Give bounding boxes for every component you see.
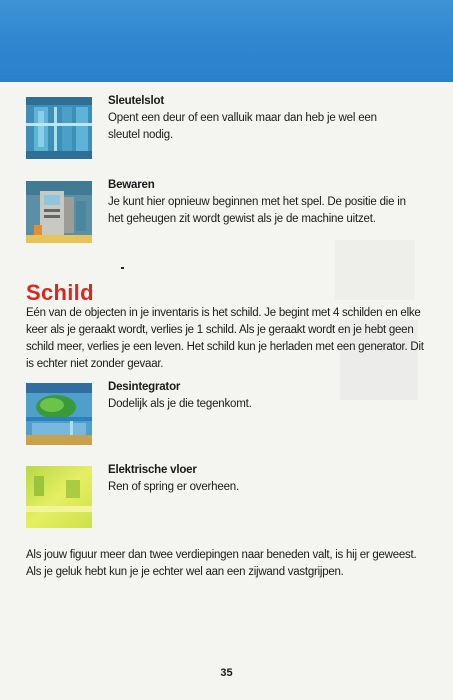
- electric-floor-screenshot-icon: [26, 466, 92, 528]
- item-description: Dodelijk als je die tegenkomt.: [108, 398, 252, 410]
- section-outro: Als jouw figuur meer dan twee verdiepingen naar beneden valt, is hij er geweest. Als je geluk hebt kun je je echter wel aan een zijwand vastgrijpen.: [26, 549, 417, 578]
- save-machine-screenshot-icon: [26, 181, 92, 243]
- disintegrator-screenshot-icon: [26, 383, 92, 445]
- top-header-band: [0, 0, 453, 82]
- item-title: Bewaren: [108, 179, 155, 191]
- item-title: Sleutelslot: [108, 95, 164, 107]
- item-description: Ren of spring er overheen.: [108, 481, 239, 493]
- section-intro: Eén van de objecten in je inventaris is het schild. Je begint met 4 schilden en elke keer als je geraakt wordt, verlies je 1 schild. Als je geraakt wordt en je hebt geen schild meer, verlies je een leven. Het schild kun je herladen met een generator. Dit is echter niet zonder gevaar.: [26, 307, 424, 370]
- item-title: Elektrische vloer: [108, 464, 197, 476]
- item-description: Je kunt hier opnieuw beginnen met het spel. De positie die in het geheugen zit wordt gewist als je de machine uitzet.: [108, 196, 406, 225]
- page-number: 35: [220, 667, 233, 679]
- item-description: Opent een deur of een valluik maar dan heb je wel een sleutel nodig.: [108, 112, 377, 141]
- section-title: Schild: [26, 280, 94, 305]
- stray-mark: [121, 267, 124, 269]
- keylock-screenshot-icon: [26, 97, 92, 159]
- item-title: Desintegrator: [108, 381, 181, 393]
